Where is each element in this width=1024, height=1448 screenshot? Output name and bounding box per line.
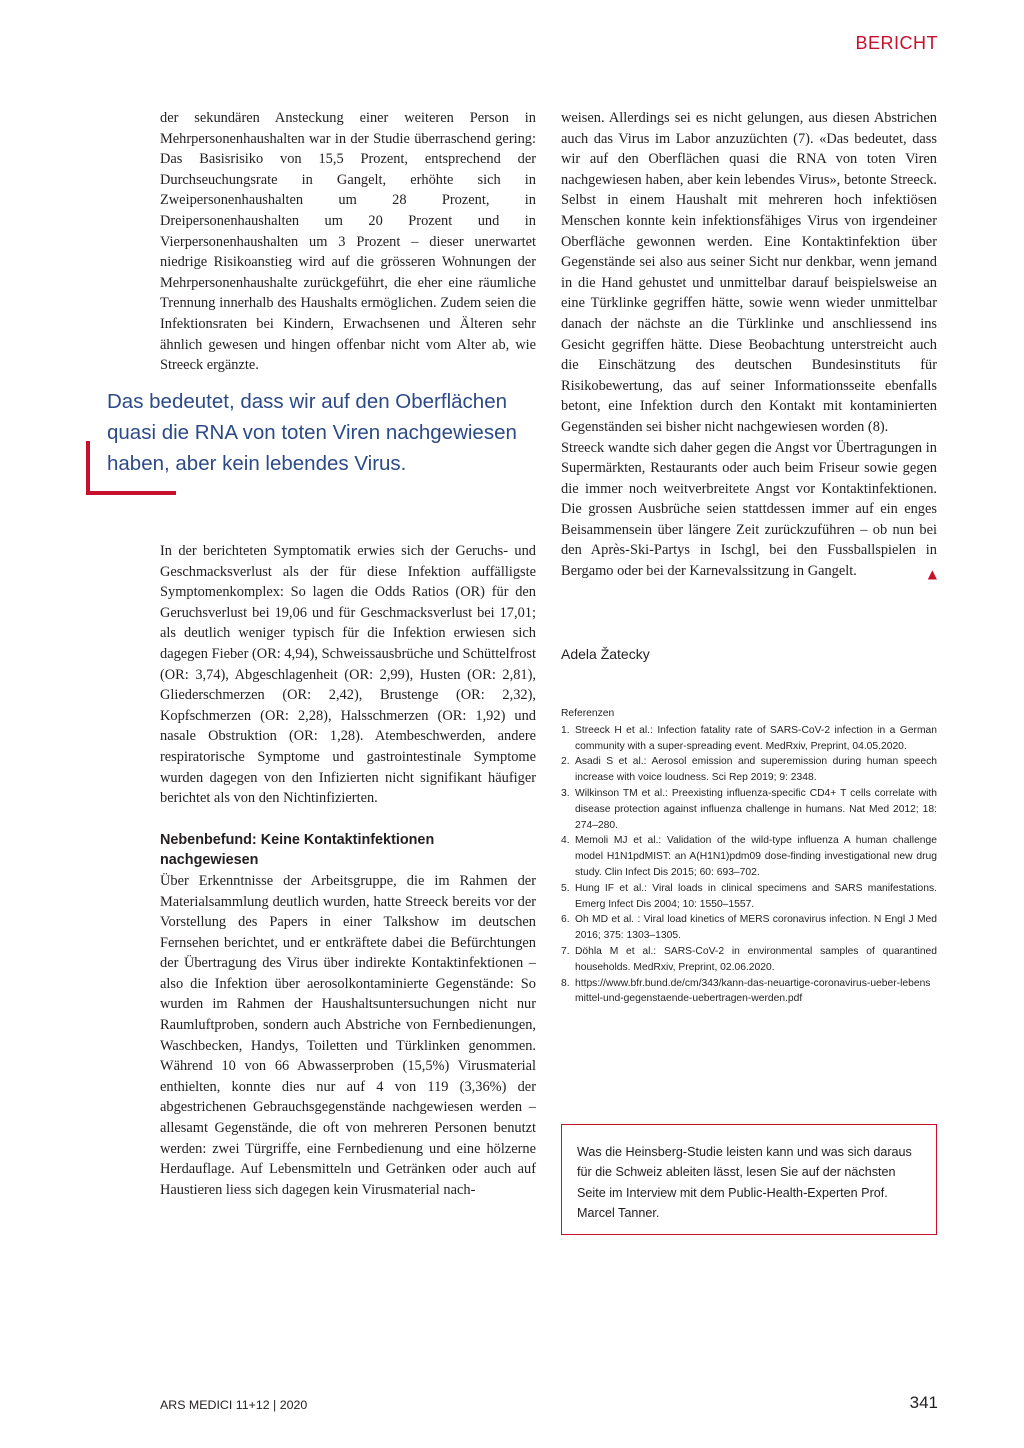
reference-item: [561, 944, 937, 976]
reference-number: 1.: [561, 724, 570, 736]
footer-journal: ARS MEDICI 11+12 | 2020: [160, 1398, 308, 1412]
reference-text: Oh MD et al. : Viral load kinetics of MERS coronavirus infection. N Engl J Med 2016; 375: 1303–1305.: [575, 914, 937, 942]
left-column-top: [160, 108, 536, 376]
section-label: BERICHT: [855, 33, 938, 53]
symptoms-paragraph: In der berichteten Symptomatik erwies sich der Geruchs- und Geschmacksverlust als der für diese Infektion auffälligste Symptomenkomplex: So lagen die Odds Ratios (OR) für den Geruchsverlust bei 19,06 und für Geschmacksverlust bei 17,01; als deutlich weniger typisch für die Infektion erwiesen sich dagegen Fieber (OR: 4,94), Schweissausbrüche und Schüttelfrost (OR: 3,74), Abgeschlagenheit (OR: 2,99), Husten (OR: 2,81), Gliederschmerzen (OR: 2,42), Brustenge (OR: 2,32), Kopfschmerzen (OR: 2,28), Halsschmerzen (OR: 1,92) und nasale Obstruktion (OR: 1,28). Atembeschwerden, andere respiratorische Symptome und gastrointestinale Symptome wurden dagegen von den Infizierten nicht signifikant häufiger berichtet als von den Nichtinfizierten.: [160, 543, 536, 807]
reference-number: 3.: [561, 787, 570, 799]
conclusion-paragraph: [561, 438, 937, 582]
reference-item: [561, 723, 937, 755]
reference-list: [561, 723, 937, 1007]
reference-number: 2.: [561, 756, 570, 768]
right-column: [561, 108, 937, 585]
conclusion-text: Streeck wandte sich daher gegen die Angst vor Übertragungen in Supermärkten, Restaurants oder auch beim Friseur sowie gegen die immer noch weitverbreitete Angst vor Kontaktinfektionen. Die grossen Ausbrüche seien stattdessen immer auf ein enges Beisammensein über längere Zeit zurückzuführen – ob nun bei den Après-Ski-Partys in Ischgl, bei den Fussballspielen in Bergamo oder bei der Karnevalssitzung in Gangelt.: [561, 439, 937, 580]
end-of-article-triangle-icon: ▲: [927, 567, 937, 582]
references-title: Referenzen: [561, 708, 615, 719]
reference-text: Streeck H et al.: Infection fatality rate of SARS-CoV-2 infection in a German community with a super-spreading event. MedRxiv, Preprint, 04.05.2020.: [575, 724, 937, 752]
pull-quote-corner-horizontal: [86, 491, 176, 495]
reference-text: Memoli MJ et al.: Validation of the wild-type influenza A human challenge model H1N1pdMIST: an A(H1N1)pdm09 dose-finding investigational new drug study. Clin Infect Dis 2015; 60: 693–702.: [575, 835, 937, 878]
author-name: Adela Žatecky: [561, 646, 650, 662]
pull-quote-text: Das bedeutet, dass wir auf den Oberflächen quasi die RNA von toten Viren nachgewiesen haben, aber kein lebendes Virus.: [107, 390, 517, 475]
pull-quote: [107, 386, 547, 479]
left-column-bottom: [160, 541, 536, 1200]
reference-number: 8.: [561, 977, 570, 989]
reference-text: Wilkinson TM et al.: Preexisting influenza-specific CD4+ T cells correlate with disease protection against influenza challenge in humans. Nat Med 2012; 18: 274–280.: [575, 787, 937, 831]
reference-item: [561, 976, 937, 1008]
reference-number: 6.: [561, 914, 570, 926]
reference-item: [561, 833, 937, 880]
reference-text: Hung IF et al.: Viral loads in clinical specimens and SARS manifestations. Emerg Infect Dis 2004; 10: 1550–1557.: [575, 882, 937, 910]
reference-number: 7.: [561, 945, 570, 957]
page-number: 341: [909, 1393, 938, 1412]
references: [561, 706, 937, 1007]
section-subheading: Nebenbefund: Keine Kontaktinfektionen nachgewiesen: [160, 831, 435, 869]
interview-teaser-box: [561, 1124, 937, 1235]
pull-quote-corner-vertical: [86, 441, 90, 495]
intro-paragraph: der sekundären Ansteckung einer weiteren Person in Mehrpersonenhaushalten war in der Studie überraschend gering: Das Basisrisiko von 15,5 Prozent, entsprechend der Durchseuchungsrate in Gangelt, erhöhte sich in Zweipersonenhaushalten um 28 Prozent, in Dreipersonenhaushalten um 20 Prozent und in Vierpersonenhaushalten um 3 Prozent – dieser unerwartet niedrige Risikoanstieg wird auf die grösseren Wohnungen der Mehrpersonenhaushalte zurückgeführt, die eher eine räumliche Trennung innerhalb des Haushalts ermöglichen. Zudem seien die Infektionsraten bei Kindern, Erwachsenen und Älteren sehr ähnlich gewesen und hingen offenbar nicht vom Alter ab, wie Streeck ergänzte.: [160, 110, 536, 374]
findings-paragraph: Über Erkenntnisse der Arbeitsgruppe, die im Rahmen der Materialsammlung deutlich wurden, hatte Streeck bereits vor der Vorstellung des Papers in einer Talkshow im deutschen Fernsehen berichtet, und er entkräftete dabei die Befürchtungen der Übertragung des Virus über indirekte Kontaktinfektionen – also die Infektion über aerosolkontaminierte Gegenstände: So wurden im Rahmen der Haushaltsuntersuchungen nicht nur Raumluftproben, sondern auch Abstriche von Fernbedienungen, Waschbecken, Handys, Toiletten und Türklinken genommen. Während 10 von 66 Abwasserproben (15,5%) Virusmaterial enthielten, konnte dies nur auf 4 von 119 (3,36%) der abgestrichenen Gebrauchsgegenstände nachgewiesen werden – allesamt Gegenstände, die oft von mehreren Personen benutzt werden: zwei Türgriffe, eine Fernbedienung und eine hölzerne Herdauflage. Auf Lebensmitteln und Getränken oder auch auf Haustieren liess sich dagegen kein Virusmaterial nach-: [160, 872, 536, 1198]
reference-number: 5.: [561, 882, 570, 894]
reference-item: [561, 786, 937, 833]
reference-item: [561, 881, 937, 913]
interview-teaser-text: Was die Heinsberg-Studie leisten kann und was sich daraus für die Schweiz ableiten lässt, lesen Sie auf der nächsten Seite im Interview mit dem Public-Health-Experten Prof. Marcel Tanner.: [577, 1145, 912, 1221]
surfaces-paragraph: weisen. Allerdings sei es nicht gelungen, aus diesen Abstrichen auch das Virus im Labor anzuzüchten (7). «Das bedeutet, dass wir auf den Oberflächen quasi die RNA von toten Viren nachgewiesen haben, aber kein lebendes Virus», betonte Streeck. Selbst in einem Haushalt mit mehreren hoch infektiösen Menschen konnte kein infektionsfähiges Virus von irgendeiner Oberfläche gewonnen werden. Eine Kontaktinfektion über Gegenstände sei also aus seiner Sicht nur denkbar, wenn jemand in die Hand gehustet und unmittelbar darauf beispielsweise an eine Türklinke gegriffen hätte, sowie wenn wieder unmittelbar danach der nächste an die Türklinke und anschliessend ins Gesicht gegriffen hätte. Diese Beobachtung unterstreicht auch die Einschätzung des deutschen Bundesinstituts für Risikobewertung, das auf seiner Informationsseite ebenfalls betont, eine Infektion durch den Kontakt mit kontaminierten Gegenständen sei bisher nicht nachgewiesen worden (8).: [561, 110, 937, 435]
reference-text: Döhla M et al.: SARS-CoV-2 in environmental samples of quarantined households. MedRxiv, Preprint, 02.06.2020.: [575, 945, 937, 973]
reference-number: 4.: [561, 835, 570, 847]
reference-item: [561, 754, 937, 786]
reference-url[interactable]: https://www.bfr.bund.de/cm/343/kann-das-neuartige-coronavirus-ueber-lebensmittel-und-gegenstaende-uebertragen-werden.pdf: [575, 977, 931, 1005]
reference-item: [561, 912, 937, 944]
reference-text: Asadi S et al.: Aerosol emission and superemission during human speech increase with voice loudness. Sci Rep 2019; 9: 2348.: [575, 756, 937, 784]
